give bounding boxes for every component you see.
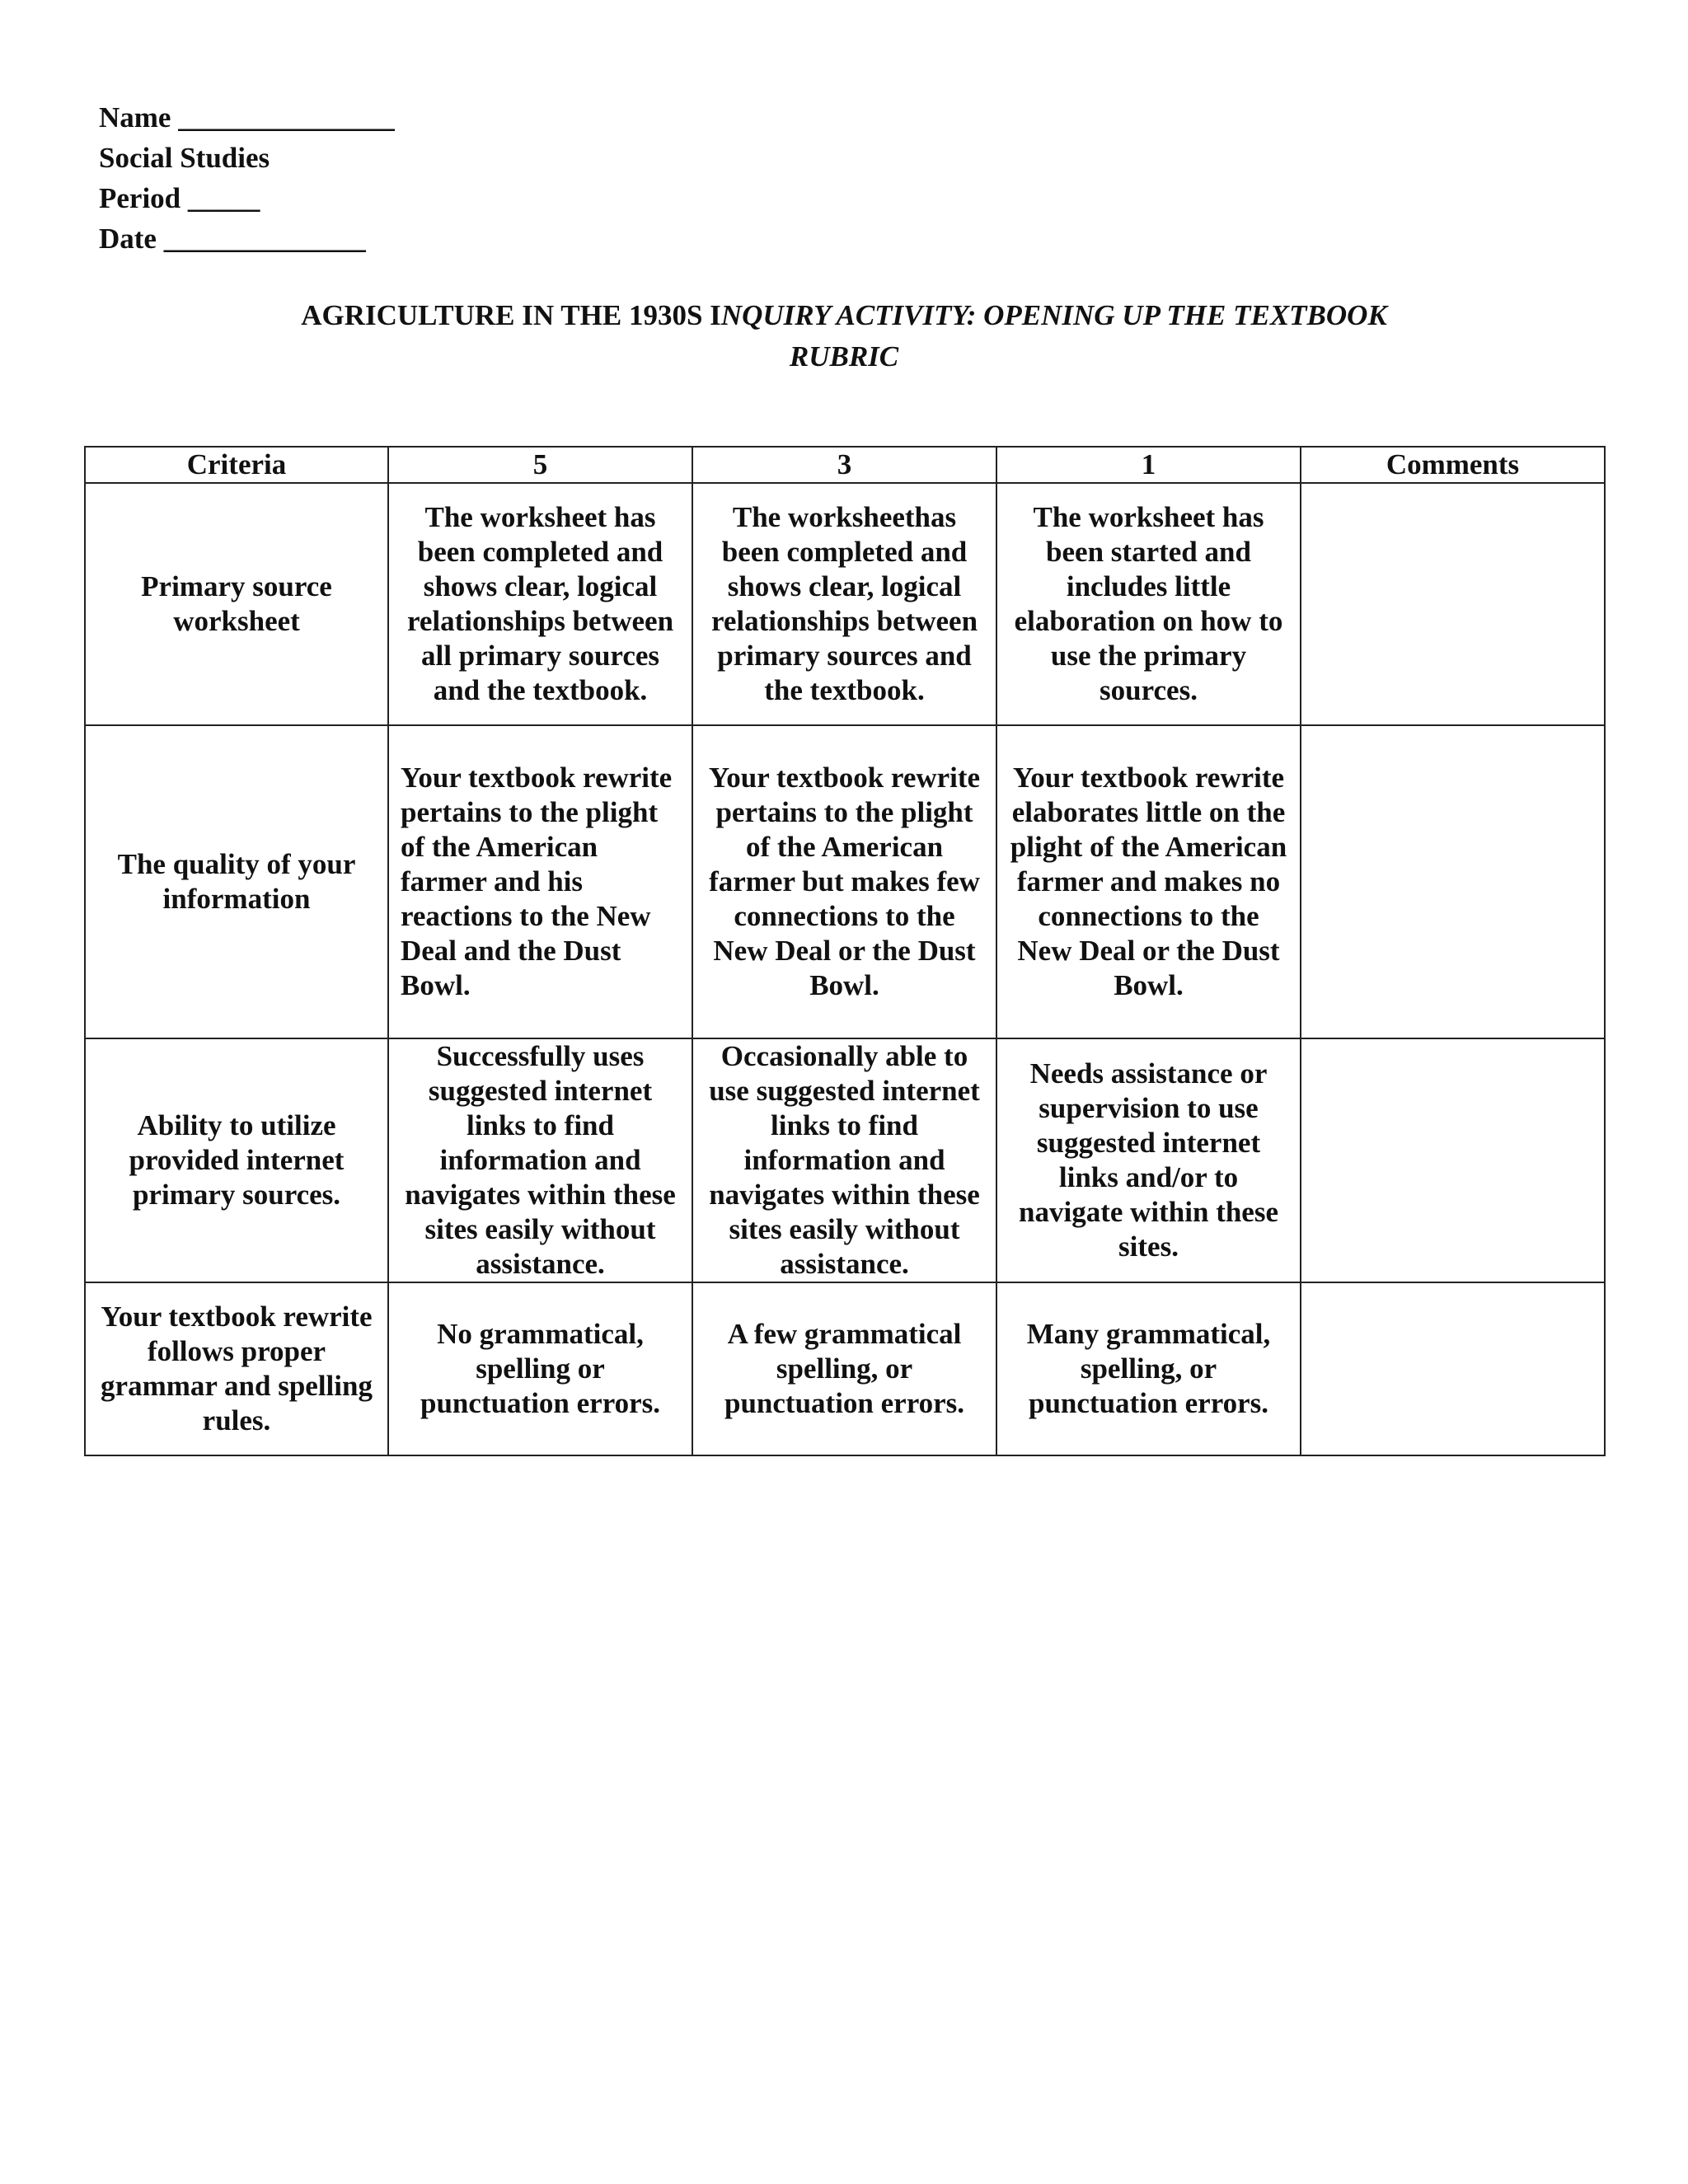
header-score-5: 5 <box>388 447 692 483</box>
score-5-cell: Successfully uses suggested internet links to find information and navigates within these sites easily without assistance. <box>388 1038 692 1282</box>
score-3-cell: Occasionally able to use suggested internet links to find information and navigates within these sites easily without assistance. <box>692 1038 996 1282</box>
header-comments: Comments <box>1301 447 1605 483</box>
score-1-cell: Needs assistance or supervision to use suggested internet links and/or to navigate within these sites. <box>996 1038 1301 1282</box>
score-1-cell: Your textbook rewrite elaborates little on the plight of the American farmer and makes no connections to the New Deal or the Dust Bowl. <box>996 725 1301 1038</box>
rubric-row-internet-sources <box>85 1038 1605 1282</box>
title-line-2: RUBRIC <box>789 340 899 373</box>
student-info-header <box>99 97 395 259</box>
score-5-cell: No grammatical, spelling or punctuation errors. <box>388 1282 692 1455</box>
score-1-cell: The worksheet has been started and includes little elaboration on how to use the primary sources. <box>996 483 1301 725</box>
document-title <box>0 295 1688 377</box>
comments-cell[interactable] <box>1301 725 1605 1038</box>
score-3-cell: A few grammatical spelling, or punctuation errors. <box>692 1282 996 1455</box>
period-line: Period _____ <box>99 182 260 214</box>
score-1-cell: Many grammatical, spelling, or punctuation errors. <box>996 1282 1301 1455</box>
rubric-row-information-quality <box>85 725 1605 1038</box>
comments-cell[interactable] <box>1301 1282 1605 1455</box>
criteria-cell: Your textbook rewrite follows proper grammar and spelling rules. <box>85 1282 388 1455</box>
date-line: Date ______________ <box>99 223 366 255</box>
rubric-row-primary-source <box>85 483 1605 725</box>
score-5-cell: Your textbook rewrite pertains to the plight of the American farmer and his reactions to the New Deal and the Dust Bowl. <box>388 725 692 1038</box>
score-3-cell: Your textbook rewrite pertains to the plight of the American farmer but makes few connections to the New Deal or the Dust Bowl. <box>692 725 996 1038</box>
header-criteria: Criteria <box>85 447 388 483</box>
name-line: Name _______________ <box>99 101 395 134</box>
rubric-table <box>84 446 1606 1456</box>
comments-cell[interactable] <box>1301 1038 1605 1282</box>
title-regular-part: AGRICULTURE IN THE 1930S I <box>301 299 721 331</box>
criteria-cell: Ability to utilize provided internet primary sources. <box>85 1038 388 1282</box>
header-score-3: 3 <box>692 447 996 483</box>
subject-line: Social Studies <box>99 142 270 174</box>
comments-cell[interactable] <box>1301 483 1605 725</box>
title-italic-part: NQUIRY ACTIVITY: OPENING UP THE TEXTBOOK <box>720 299 1387 331</box>
rubric-header-row <box>85 447 1605 483</box>
rubric-row-grammar <box>85 1282 1605 1455</box>
criteria-cell: Primary source worksheet <box>85 483 388 725</box>
score-3-cell: The worksheethas been completed and shows clear, logical relationships between primary sources and the textbook. <box>692 483 996 725</box>
criteria-cell: The quality of your information <box>85 725 388 1038</box>
title-line-1 <box>0 295 1688 336</box>
score-5-cell: The worksheet has been completed and shows clear, logical relationships between all primary sources and the textbook. <box>388 483 692 725</box>
header-score-1: 1 <box>996 447 1301 483</box>
